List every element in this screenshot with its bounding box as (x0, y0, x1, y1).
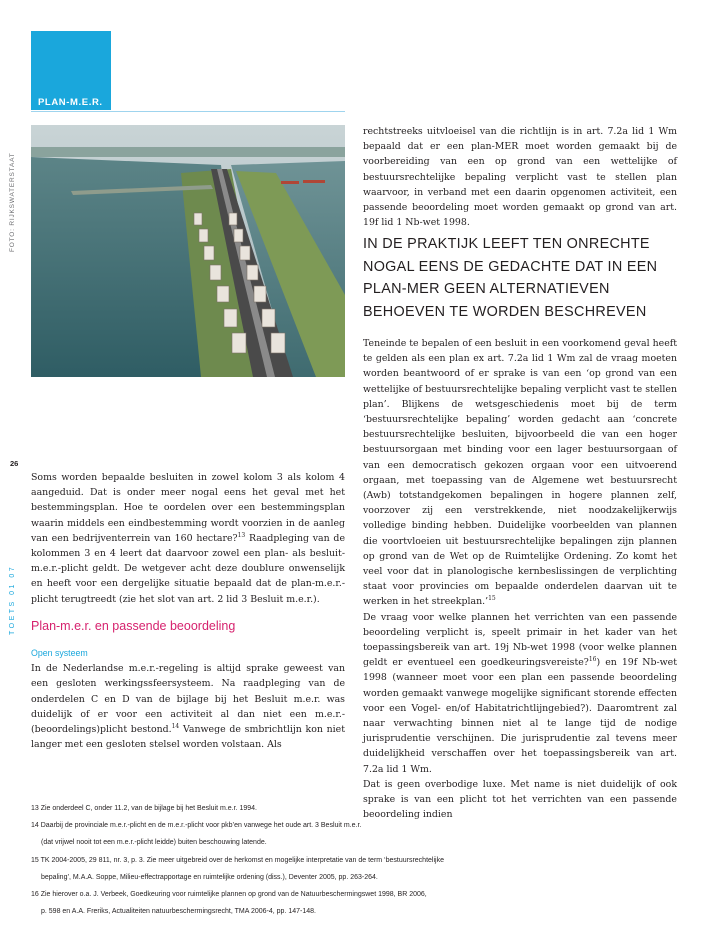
footnote (31, 852, 651, 886)
footnote-text: 15 TK 2004-2005, 29 811, nr. 3, p. 3. Zie meer uitgebreid over de herkomst en mogelijke interpretatie van de term ‘bestuursrechtelijke (31, 856, 444, 864)
header-rule (31, 111, 345, 112)
left-column-text (31, 470, 345, 752)
right-column-text (363, 336, 677, 823)
issue-label: TOETS 01 07 (9, 564, 16, 636)
footnotes (31, 800, 651, 920)
footnote-ref: 16 (588, 656, 597, 664)
footnote-continuation: bepaling’, M.A.A. Soppe, Milieu-effectrapportage en ruimtelijke ordening (diss.), Deventer 2005, pp. 263-264. (41, 873, 378, 881)
pull-quote: IN DE PRAKTIJK LEEFT TEN ONRECHTE NOGAL EENS DE GEDACHTE DAT IN EEN PLAN-MER GEEN ALTERNATIEVEN BEHOEVEN TE WORDEN BESCHREVEN (363, 236, 658, 320)
footnote-continuation: p. 598 en A.A. Freriks, Actualiteiten natuurbeschermingsrecht, TMA 2006-4, pp. 147-148. (41, 908, 316, 916)
paragraph: In de Nederlandse m.e.r.-regeling is altijd sprake geweest van een gesloten werkingssfeersysteem. Na raadpleging van de onderdelen C en D van de bijlage bij het Besluit m.e.r. was duidelijk of er voor een activiteit al dan niet een m.e.r.-(beoordelings)plicht bestond.$^{14}$ Vanwege de smbrichtlijn kon niet langer met een gesloten stelsel worden volstaan. Als (31, 663, 345, 751)
aerial-photo-dam (31, 125, 345, 377)
section-label: PLAN-M.E.R. (38, 97, 103, 108)
footnote-text: 13 Zie onderdeel C, onder 11.2, van de bijlage bij het Besluit m.e.r. 1994. (31, 805, 257, 812)
aerial-photo-illustration (31, 125, 345, 377)
subheading: Open systeem (31, 648, 88, 659)
footnote-continuation: (dat vrijwel nooit tot een m.e.r.-plicht leidde) buiten beschouwing latende. (41, 839, 267, 847)
footnote (31, 800, 651, 817)
paragraph: rechtstreeks uitvloeisel van die richtlijn is in art. 7.2a lid 1 Wm bepaald dat er een plan-MER moet worden gemaakt bij de voorbereiding van een op grond van een wettelijke of bestuursrechtelijke bepaling verplicht vast te stellen plan waarvoor, in verband met een daarin opgenomen activiteit, een passende beoordeling moet worden gemaakt op grond van art. 19f lid 1 Nb-wet 1998. (363, 126, 677, 229)
section-heading: Plan-m.e.r. en passende beoordeling (31, 618, 236, 633)
footnote-text: 14 Daarbij de provinciale m.e.r.-plicht en de m.e.r.-plicht voor pkb’en vanwege het oude art. 3 Besluit m.e.r. (31, 822, 362, 830)
footnote-ref: 14 (171, 722, 180, 730)
paragraph: Dat is geen overbodige luxe. Met name is niet duidelijk of ook sprake is van een plicht tot het verrichten van een passende beoordeling indien (363, 778, 677, 821)
footnote-ref: 15 (488, 595, 496, 603)
paragraph: Teneinde te bepalen of een besluit in een voorkomend geval heeft te gelden als een plan ex art. 7.2a lid 1 Wm zal de vraag moeten worden beantwoord of er sprake is van een ‘op grond van een wettelijke of bestuursrechtelijke bepaling verplicht vast te stellen plan’. Blijkens de wetsgeschiedenis moet bij de term ‘bestuursrechtelijke bepaling’ worden gedacht aan ‘concrete bestuursrechtelijke besluiten, bijvoorbeeld die van een hoger bestuursorgaan met binding voor een lager bestuursorgaan of van een democratisch gekozen orgaan voor een uitvoerend orgaan, met toepassing van de Algemene wet bestuursrecht (Awb) totstandgekomen bepalingen in hogere plannen zelf, voorzover zij een verstrekkende, niet noodzakelijkerwijs volledige binding hebben. Duidelijke voorbeelden van plannen die voortvloeien uit bestuursrechtelijke bepalingen zijn plannen op grond van de Wet op de Ruimtelijke Ordening. Zo komt het veel voor dat in planologische kernbeslissingen de verplichting staat voor provincies om bepaalde onderdelen daarvan uit te werken in het streekplan.’$^{15}$ (363, 338, 677, 608)
footnote-text: 16 Zie hierover o.a. J. Verbeek, Goedkeuring voor ruimtelijke plannen op grond van de Natuurbeschermingswet 1998, BR 2006, (31, 891, 427, 899)
footnote (31, 886, 651, 920)
paragraph: Soms worden bepaalde besluiten in zowel kolom 3 als kolom 4 aangeduid. Dat is onder meer nogal eens het geval met het bestemmingsplan. Hoe te oordelen over een bestemmingsplan waarin middels een eindbestemming wordt voorzien in de aanleg van een bedrijventerrein van 160 hectare?$^{13}$ Raadpleging van de kolommen 3 en 4 leert dat daarvoor zowel een plan- als besluit-m.e.r.-plicht geldt. De wetgever acht deze doublure onwenselijk en heeft voor een dergelijke situatie bepaald dat de plan-m.e.r.-plicht terugtreedt (zie het slot van art. 2 lid 3 Besluit m.e.r.). (31, 472, 345, 605)
page-number: 26 (10, 459, 19, 468)
paragraph: De vraag voor welke plannen het verrichten van een passende beoordeling verplicht is, speelt primair in het kader van het toepassingsbereik van art. 19j Nb-wet 1998 (voor welke plannen geldt er eventueel een goedkeuringsvereiste?$^{16}$) en 19f Nb-wet 1998 (wanneer moet voor een plan een passende beoordeling worden gemaakt vanwege mogelijke significant storende effecten voor een Vogel- en/of Habitatrichtlijngebied?). Daaromtrent zal naar verwachting binnen niet al te lange tijd de nodige jurisprudentie verschijnen. Die jurisprudentie zal tevens meer duidelijkheid verschaffen over het toepassingsbereik van art. 7.2a lid 1 Wm. (363, 611, 677, 775)
footnote (31, 817, 651, 851)
footnote-ref: 13 (237, 531, 246, 539)
photo-credit: FOTO: RIJKSWATERSTAAT (9, 152, 16, 252)
right-column-intro (363, 124, 677, 230)
